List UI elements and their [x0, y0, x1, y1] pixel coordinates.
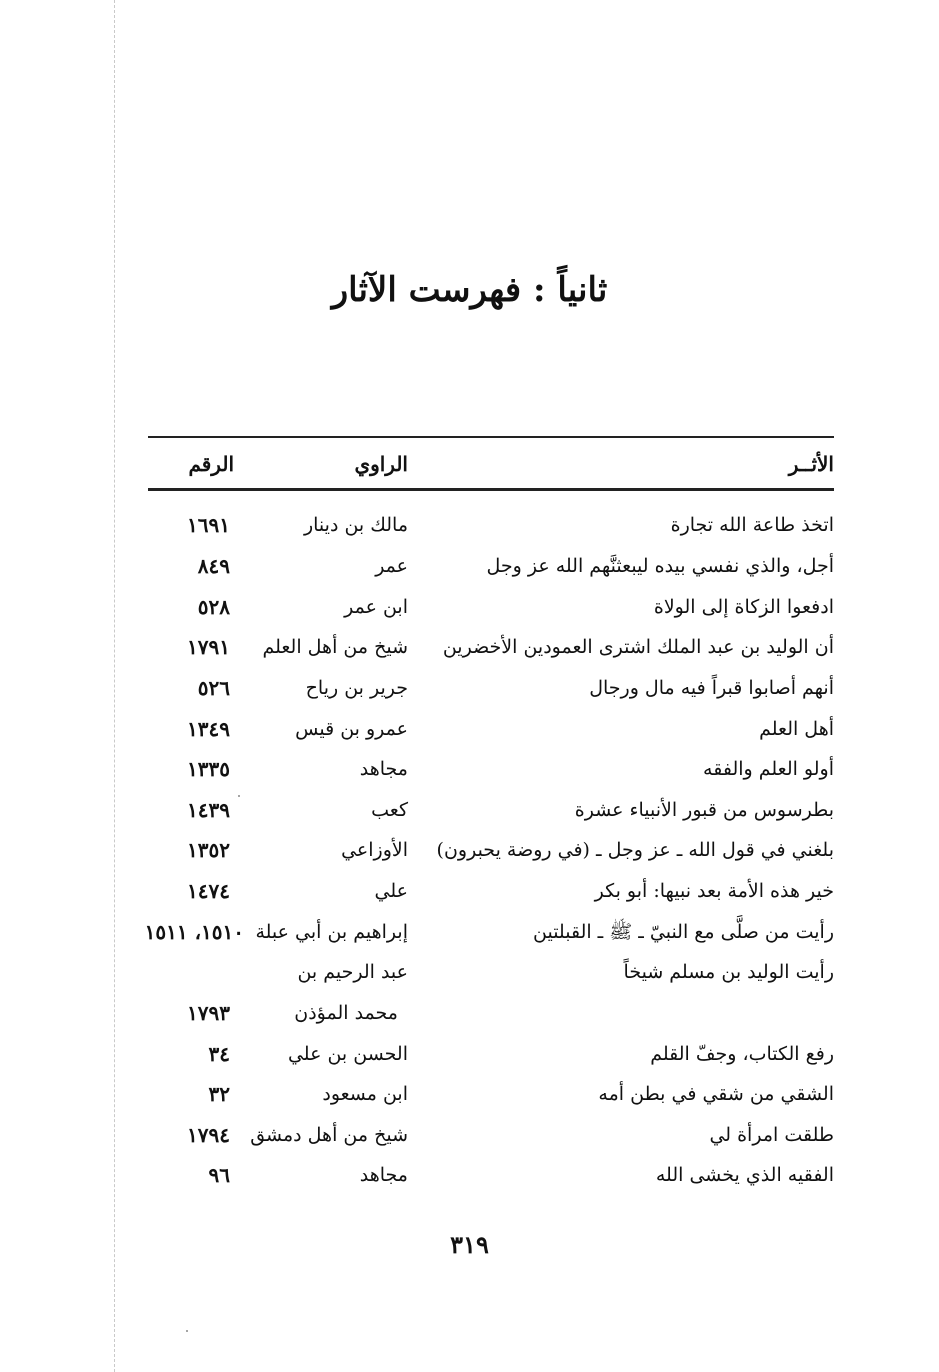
table-row [148, 872, 834, 910]
header-number: الرقم [188, 452, 234, 476]
rawi-name: محمد المؤذن [294, 1002, 398, 1024]
rawi-name: كعب [371, 799, 408, 821]
page-title: ثانياً : فهرست الآثار [331, 270, 608, 310]
table-row [148, 1075, 834, 1113]
athar-text: طلقت امرأة لي [709, 1124, 834, 1146]
athar-text: أن الوليد بن عبد الملك اشترى العمودين الأخضرين [442, 636, 834, 658]
rawi-name: شيخ من أهل دمشق [250, 1124, 408, 1146]
athar-number: ٨٤٩ [197, 554, 230, 578]
athar-number: ٩٦ [208, 1163, 230, 1187]
athar-number: ١٥١٠، ١٥١١ [144, 920, 244, 944]
athar-number: ١٧٩٤ [187, 1123, 230, 1147]
rawi-name: شيخ من أهل العلم [262, 636, 408, 658]
binding-edge-line [114, 0, 115, 1372]
athar-number: ١٣٣٥ [187, 757, 230, 781]
rawi-name: مالك بن دينار [303, 514, 408, 536]
rawi-name: ابن عمر [344, 596, 408, 618]
table-row [144, 913, 834, 951]
athar-text: أولو العلم والفقه [703, 758, 834, 780]
athar-text: خير هذه الأمة بعد نبيها: أبو بكر [594, 880, 834, 902]
athar-text: بطرسوس من قبور الأنبياء عشرة [574, 799, 834, 821]
table-row [148, 750, 834, 788]
athar-number: ٣٤ [208, 1042, 230, 1066]
rawi-name: مجاهد [359, 1164, 408, 1186]
athar-text: اتخذ طاعة الله تجارة [670, 514, 834, 536]
athar-number: ١٦٩١ [187, 513, 230, 537]
rawi-name: عبد الرحيم بن [297, 961, 408, 983]
athar-text: رأيت الوليد بن مسلم شيخاً [623, 961, 834, 983]
rawi-name: عمرو بن قيس [295, 718, 408, 740]
rawi-name: إبراهيم بن أبي عبلة [255, 921, 408, 943]
athar-text: أهل العلم [759, 718, 834, 740]
athar-text: ادفعوا الزكاة إلى الولاة [653, 596, 834, 618]
athar-number: ١٧٩٣ [187, 1001, 230, 1025]
athar-number: ١٣٤٩ [187, 717, 230, 741]
table-row [148, 710, 834, 748]
athar-number: ١٤٣٩ [187, 798, 230, 822]
table-row [148, 669, 834, 707]
table-row [148, 953, 834, 991]
table-top-rule [148, 436, 834, 438]
athar-text: رأيت من صلَّى مع النبيّ ـ ﷺ ـ القبلتين [533, 921, 834, 943]
scan-speck [186, 1330, 188, 1332]
table-row [148, 588, 834, 626]
athar-text: أجل، والذي نفسي بيده ليبعثنَّهم الله عز وجل [486, 555, 834, 577]
table-row [148, 1116, 834, 1154]
table-row [148, 1035, 834, 1073]
rawi-name: جرير بن رياح [305, 677, 408, 699]
athar-number: ٥٢٨ [197, 595, 230, 619]
athar-text: رفع الكتاب، وجفّ القلم [650, 1043, 834, 1065]
athar-text: الفقيه الذي يخشى الله [655, 1164, 834, 1186]
rawi-name: ابن مسعود [322, 1083, 408, 1105]
scan-speck [238, 795, 240, 797]
table-row [148, 831, 834, 869]
header-rawi: الراوي [354, 452, 408, 476]
rawi-name: الأوزاعي [341, 839, 408, 861]
athar-text: بلغني في قول الله ـ عز وجل ـ (في روضة يحبرون) [436, 839, 834, 861]
rawi-name: مجاهد [359, 758, 408, 780]
athar-text [404, 994, 834, 1032]
athar-text: أنهم أصابوا قبراً فيه مال ورجال [589, 677, 834, 699]
athar-number: ٥٢٦ [197, 676, 230, 700]
header-athar: الأثــر [788, 452, 834, 476]
table-header-rule [148, 488, 834, 491]
athar-text: الشقي من شقي في بطن أمه [598, 1083, 834, 1105]
table-row [148, 994, 834, 1032]
table-row [148, 791, 834, 829]
athar-number: ٣٢ [208, 1082, 230, 1106]
athar-number [148, 953, 230, 991]
athar-number: ١٧٩١ [187, 635, 230, 659]
table-row [148, 1156, 834, 1194]
table-row [148, 547, 834, 585]
rawi-name: الحسن بن علي [287, 1043, 408, 1065]
table-header-row [148, 444, 834, 484]
table-row [148, 506, 834, 544]
table-row [148, 628, 834, 666]
page-number: ٣١٩ [450, 1230, 489, 1259]
rawi-name: علي [374, 880, 408, 902]
athar-number: ١٤٧٤ [187, 879, 230, 903]
athar-number: ١٣٥٢ [187, 838, 230, 862]
rawi-name: عمر [375, 555, 408, 577]
